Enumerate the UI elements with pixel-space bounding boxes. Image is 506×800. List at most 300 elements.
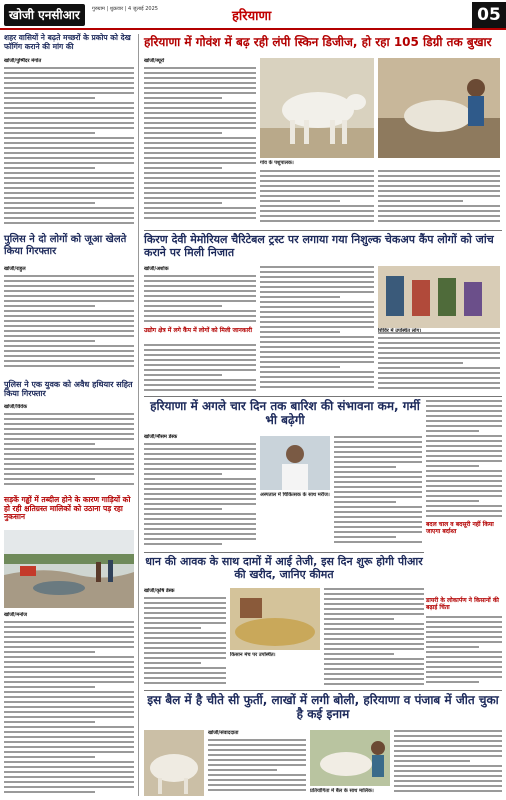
text-line: [378, 387, 500, 389]
text-line: [4, 162, 134, 164]
text-line: [208, 769, 277, 771]
text-line: [144, 127, 256, 129]
page-number: 05: [472, 2, 506, 28]
text-line: [378, 377, 500, 379]
text-line: [260, 266, 374, 268]
text-line: [144, 493, 256, 495]
story-8-body-a: [144, 588, 226, 688]
text-line: [144, 443, 256, 445]
text-line: [144, 602, 226, 604]
section-divider-3: [144, 552, 424, 553]
text-line: [4, 305, 95, 307]
text-line: [426, 460, 502, 462]
text-line: [260, 366, 340, 368]
text-line: [426, 415, 502, 417]
text-line: [4, 330, 134, 332]
text-line: [426, 485, 502, 487]
text-line: [4, 443, 95, 445]
text-line: [4, 621, 134, 623]
text-line: [144, 354, 256, 356]
text-line: [324, 628, 424, 630]
text-line: [4, 453, 134, 455]
text-line: [334, 461, 422, 463]
text-line: [4, 325, 134, 327]
text-line: [324, 623, 424, 625]
text-line: [4, 448, 134, 450]
text-line: [324, 643, 424, 645]
text-line: [260, 210, 374, 212]
text-line: [378, 372, 500, 374]
story-2-headline: पुलिस ने दो लोगों को जूआ खेलते किया गिरफ्तार: [4, 234, 127, 257]
text-line: [4, 741, 134, 743]
story-6-byline: खोजी/अशोक: [144, 266, 169, 272]
text-line: [260, 215, 374, 217]
text-line: [426, 636, 502, 638]
section-divider-2: [144, 396, 502, 397]
text-line: [4, 756, 95, 758]
text-line: [378, 185, 500, 187]
text-line: [426, 661, 502, 663]
text-line: [4, 77, 134, 79]
text-line: [4, 751, 134, 753]
text-line: [260, 331, 340, 333]
text-line: [4, 207, 134, 209]
caption-5: प्रतियोगिता में बैल के साथ मालिक।: [310, 788, 374, 794]
text-line: [394, 770, 502, 772]
text-line: [426, 435, 502, 437]
text-line: [4, 87, 134, 89]
text-line: [4, 776, 134, 778]
text-line: [144, 478, 256, 480]
text-line: [426, 465, 479, 467]
text-line: [334, 441, 422, 443]
text-line: [378, 367, 500, 369]
story-6-body-c: [378, 332, 500, 394]
text-line: [4, 438, 134, 440]
text-line: [144, 280, 256, 282]
text-line: [208, 739, 306, 741]
text-line: [394, 750, 502, 752]
text-line: [394, 730, 502, 732]
text-line: [144, 647, 226, 649]
story-1-body: [4, 58, 134, 228]
text-line: [4, 72, 134, 74]
text-line: [378, 170, 500, 172]
text-line: [144, 612, 226, 614]
text-line: [144, 682, 226, 684]
text-line: [4, 711, 134, 713]
text-line: [4, 686, 95, 688]
text-line: [260, 326, 374, 328]
text-line: [4, 167, 95, 169]
story-7-headline: हरियाणा में अगले चार दिन तक बारिश की संभावना कम, गर्मी भी बढ़ेगी: [150, 399, 420, 427]
text-line: [4, 335, 134, 337]
text-line: [4, 736, 134, 738]
text-line: [394, 755, 502, 757]
text-line: [324, 668, 424, 670]
text-line: [378, 175, 500, 177]
text-line: [144, 107, 256, 109]
column-divider: [138, 34, 139, 796]
text-line: [144, 364, 256, 366]
text-line: [4, 97, 95, 99]
text-line: [4, 761, 134, 763]
text-line: [4, 82, 134, 84]
section-divider: [144, 230, 502, 231]
text-line: [378, 210, 500, 212]
text-line: [144, 543, 222, 545]
text-line: [334, 531, 422, 533]
text-line: [144, 162, 256, 164]
text-line: [4, 641, 134, 643]
text-line: [260, 281, 374, 283]
text-line: [334, 516, 422, 518]
text-line: [208, 789, 306, 791]
text-line: [144, 384, 256, 386]
text-line: [144, 122, 256, 124]
text-line: [260, 200, 340, 202]
text-line: [4, 746, 134, 748]
text-line: [144, 677, 226, 679]
story-1-byline: खोजी/पुष्पिंदर मंगोत: [4, 58, 42, 64]
text-line: [4, 433, 134, 435]
text-line: [4, 781, 134, 783]
text-line: [4, 315, 134, 317]
text-line: [4, 117, 134, 119]
caption-2: गांव के पशुपालक।: [260, 160, 294, 166]
text-line: [426, 505, 502, 507]
story-7-body-c: [426, 400, 502, 520]
text-line: [208, 764, 306, 766]
text-line: [144, 67, 256, 69]
road-damage-photo: [4, 530, 134, 608]
text-line: [4, 187, 134, 189]
text-line: [4, 423, 134, 425]
text-line: [324, 618, 394, 620]
text-line: [260, 316, 374, 318]
text-line: [4, 182, 134, 184]
text-line: [144, 192, 256, 194]
bull-owner-photo: [310, 730, 390, 786]
story-6-body-a: [144, 266, 256, 326]
text-line: [144, 102, 256, 104]
text-line: [394, 735, 502, 737]
text-line: [426, 666, 502, 668]
text-line: [394, 785, 502, 787]
text-line: [144, 622, 226, 624]
text-line: [144, 374, 222, 376]
text-line: [426, 616, 502, 618]
text-line: [4, 360, 134, 362]
text-line: [260, 291, 374, 293]
text-line: [334, 541, 422, 543]
text-line: [144, 320, 256, 322]
story-8-body-b: [324, 588, 424, 688]
story-3-headline: पुलिस ने एक युवक को अवैध हथियार सहित किया गिरफ्तार: [4, 380, 133, 399]
text-line: [378, 205, 500, 207]
text-line: [260, 190, 374, 192]
text-line: [4, 696, 134, 698]
text-line: [144, 607, 226, 609]
story-11-headline: बदल चाल व बदसूरी नहीं किया जाएगा बर्दाश्त: [426, 521, 494, 535]
text-line: [260, 376, 374, 378]
story-4-headline: सड़कें गड्ढों में तब्दील होने के कारण गाड़ियों को हो रही क्षतिग्रस्त मालिकों को उठाना पड़ रहा नुकसान: [4, 495, 131, 522]
text-line: [144, 632, 226, 634]
text-line: [144, 389, 256, 391]
text-line: [4, 152, 134, 154]
text-line: [260, 271, 374, 273]
text-line: [260, 321, 374, 323]
text-line: [260, 311, 374, 313]
text-line: [260, 381, 374, 383]
text-line: [208, 774, 306, 776]
text-line: [394, 760, 470, 762]
story-7-body-b: [334, 436, 422, 550]
text-line: [208, 779, 306, 781]
text-line: [334, 456, 422, 458]
text-line: [4, 666, 134, 668]
text-line: [144, 117, 256, 119]
text-line: [4, 726, 134, 728]
text-line: [426, 631, 502, 633]
dateline: गुरुग्राम | शुक्रवार | 4 जुलाई 2025: [92, 6, 158, 12]
text-line: [426, 626, 502, 628]
story-2-byline: खोजी/राहुल: [4, 266, 26, 272]
text-line: [144, 538, 256, 540]
text-line: [144, 513, 256, 515]
camp-photo: [378, 266, 500, 328]
text-line: [426, 480, 502, 482]
story-3-byline: खोजी/विवेक: [4, 404, 27, 410]
story-8-headline: धान की आवक के साथ दामों में आई तेजी, इस दिन शुरू होगी पीआर की खरीद, जानिए कीमत: [145, 555, 423, 581]
text-line: [4, 626, 134, 628]
text-line: [144, 207, 256, 209]
text-line: [324, 603, 424, 605]
text-line: [144, 458, 256, 460]
text-line: [144, 349, 256, 351]
text-line: [260, 351, 374, 353]
text-line: [144, 518, 256, 520]
text-line: [144, 359, 256, 361]
story-5-body-b: [260, 170, 374, 226]
text-line: [4, 365, 134, 367]
text-line: [4, 661, 134, 663]
story-4-body: [4, 612, 134, 796]
text-line: [394, 765, 502, 767]
newspaper-logo: खोजी एनसीआर: [4, 4, 85, 26]
story-10-body: [144, 344, 256, 394]
text-line: [144, 92, 256, 94]
text-line: [4, 766, 134, 768]
cow-photo: [260, 58, 374, 158]
text-line: [426, 490, 502, 492]
text-line: [144, 657, 226, 659]
text-line: [144, 627, 201, 629]
section-divider-4: [144, 690, 502, 691]
text-line: [144, 82, 256, 84]
text-line: [4, 147, 134, 149]
text-line: [334, 491, 422, 493]
text-line: [144, 137, 256, 139]
text-line: [426, 440, 502, 442]
text-line: [4, 345, 134, 347]
text-line: [144, 448, 256, 450]
text-line: [378, 215, 500, 217]
text-line: [144, 344, 256, 346]
text-line: [208, 749, 306, 751]
text-line: [144, 167, 222, 169]
text-line: [144, 197, 256, 199]
text-line: [260, 185, 374, 187]
text-line: [426, 676, 502, 678]
text-line: [144, 637, 226, 639]
text-line: [4, 771, 134, 773]
text-line: [4, 651, 95, 653]
text-line: [426, 400, 502, 402]
text-line: [426, 681, 479, 683]
text-line: [144, 652, 226, 654]
story-9-headline: इस बैल में है चीते सी फुर्ती, लाखों में लगी बोली, हरियाणा व पंजाब में जीत चुका है कई इनाम: [147, 693, 499, 721]
text-line: [4, 478, 95, 480]
vet-checking-photo: [378, 58, 500, 158]
text-line: [4, 157, 134, 159]
text-line: [334, 446, 422, 448]
text-line: [144, 112, 256, 114]
text-line: [208, 744, 306, 746]
text-line: [334, 481, 422, 483]
text-line: [4, 172, 134, 174]
text-line: [4, 468, 134, 470]
story-6-body-b: [260, 266, 374, 394]
text-line: [4, 656, 134, 658]
text-line: [4, 676, 134, 678]
text-line: [324, 648, 424, 650]
text-line: [144, 172, 256, 174]
text-line: [4, 295, 134, 297]
story-7-byline: खोजी/मौसम डेस्क: [144, 434, 178, 440]
text-line: [334, 486, 422, 488]
text-line: [4, 275, 134, 277]
text-line: [324, 593, 424, 595]
text-line: [260, 296, 340, 298]
text-line: [334, 451, 422, 453]
text-line: [260, 175, 374, 177]
text-line: [144, 463, 256, 465]
story-5-byline: खोजी/ब्यूरो: [144, 58, 165, 64]
text-line: [144, 310, 256, 312]
text-line: [324, 613, 424, 615]
text-line: [260, 386, 374, 388]
text-line: [4, 102, 134, 104]
text-line: [324, 683, 424, 685]
text-line: [426, 430, 479, 432]
text-line: [260, 220, 374, 222]
text-line: [378, 337, 500, 339]
text-line: [426, 495, 502, 497]
text-line: [144, 300, 256, 302]
text-line: [426, 445, 502, 447]
text-line: [144, 212, 256, 214]
text-line: [144, 305, 222, 307]
text-line: [324, 588, 424, 590]
text-line: [144, 667, 226, 669]
text-line: [378, 352, 500, 354]
text-line: [144, 285, 256, 287]
text-line: [4, 473, 134, 475]
story-12-body: [426, 616, 502, 688]
text-line: [4, 428, 134, 430]
text-line: [324, 678, 424, 680]
text-line: [4, 413, 134, 415]
text-line: [4, 222, 134, 224]
text-line: [426, 420, 502, 422]
text-line: [260, 356, 374, 358]
text-line: [4, 107, 134, 109]
text-line: [260, 195, 374, 197]
text-line: [260, 301, 374, 303]
text-line: [426, 410, 502, 412]
text-line: [4, 137, 134, 139]
text-line: [324, 673, 424, 675]
text-line: [334, 471, 422, 473]
text-line: [4, 458, 134, 460]
text-line: [4, 285, 134, 287]
text-line: [144, 533, 256, 535]
story-5-body-c: [378, 170, 500, 226]
text-line: [144, 508, 222, 510]
bull-photo: [144, 730, 204, 796]
text-line: [260, 170, 374, 172]
text-line: [378, 180, 500, 182]
text-line: [426, 455, 502, 457]
text-line: [324, 633, 424, 635]
text-line: [4, 67, 134, 69]
text-line: [4, 786, 134, 788]
text-line: [144, 87, 256, 89]
text-line: [426, 656, 502, 658]
text-line: [4, 310, 134, 312]
text-line: [208, 759, 306, 761]
text-line: [4, 177, 134, 179]
text-line: [144, 528, 256, 530]
text-line: [144, 597, 226, 599]
text-line: [260, 306, 374, 308]
text-line: [426, 405, 502, 407]
text-line: [324, 608, 424, 610]
text-line: [394, 780, 502, 782]
text-line: [208, 784, 306, 786]
text-line: [334, 526, 422, 528]
text-line: [4, 646, 134, 648]
text-line: [260, 180, 374, 182]
text-line: [260, 336, 374, 338]
text-line: [144, 177, 256, 179]
text-line: [144, 187, 256, 189]
text-line: [4, 716, 134, 718]
text-line: [144, 379, 256, 381]
text-line: [334, 521, 422, 523]
text-line: [394, 775, 502, 777]
text-line: [426, 470, 502, 472]
text-line: [4, 197, 134, 199]
text-line: [334, 436, 422, 438]
text-line: [426, 651, 502, 653]
text-line: [260, 286, 374, 288]
text-line: [4, 701, 134, 703]
text-line: [144, 315, 256, 317]
masthead: [0, 0, 506, 30]
text-line: [378, 362, 463, 364]
